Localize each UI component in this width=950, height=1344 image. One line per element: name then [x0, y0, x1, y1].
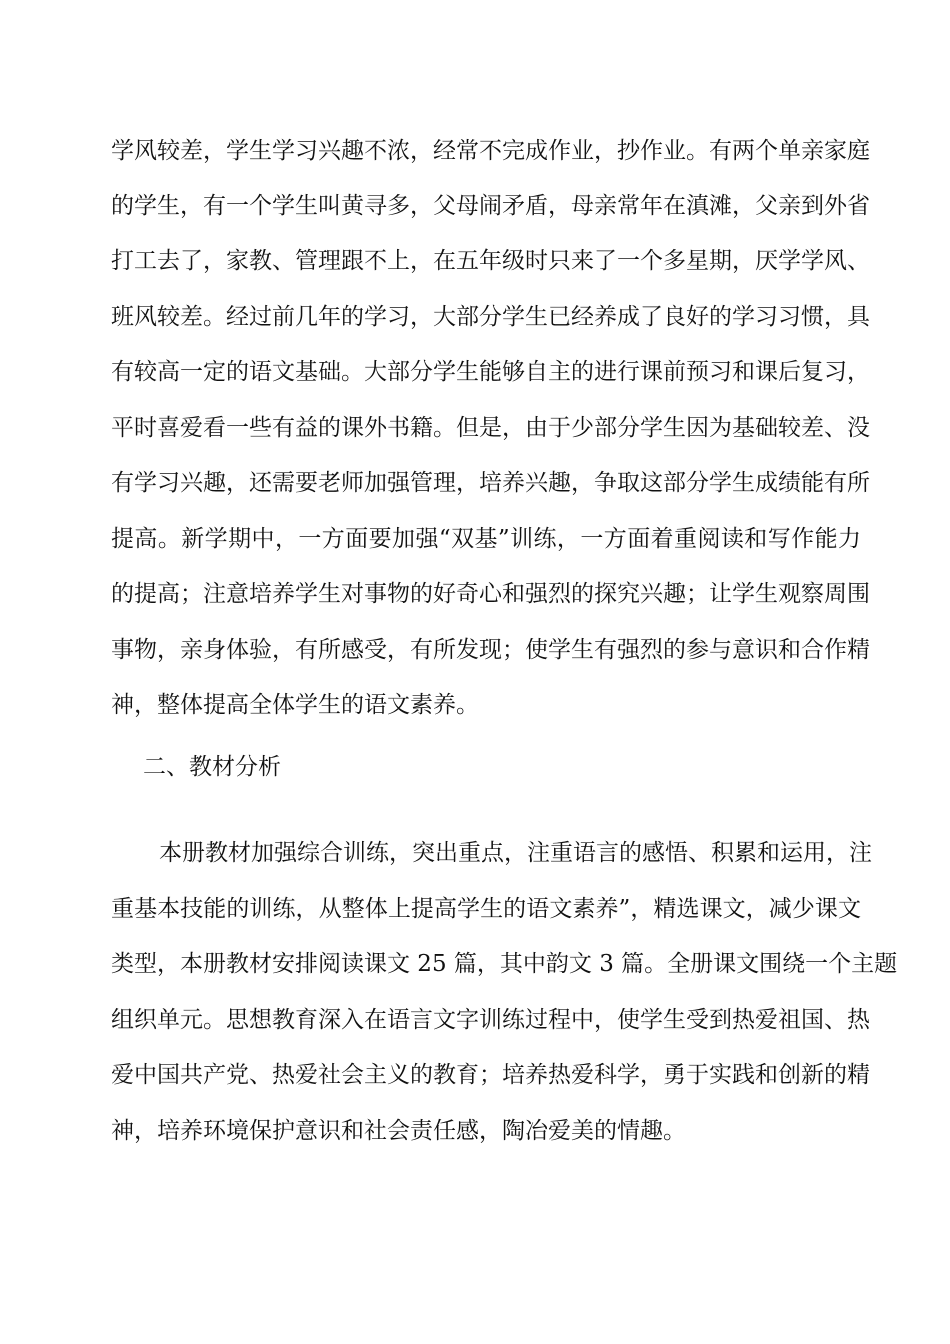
paragraph-1-line-1: 学风较差，学生学习兴趣不浓，经常不完成作业，抄作业。有两个单亲家庭	[111, 138, 870, 164]
paragraph-1-line-9: 的提高；注意培养学生对事物的好奇心和强烈的探究兴趣；让学生观察周围	[111, 581, 870, 607]
paragraph-2-line-2: 重基本技能的训练，从整体上提高学生的语文素养”，精选课文，减少课文	[111, 896, 861, 922]
paragraph-1-line-8: 提高。新学期中，一方面要加强“双基”训练，一方面着重阅读和写作能力	[111, 526, 861, 552]
paragraph-1-line-10: 事物，亲身体验，有所感受，有所发现；使学生有强烈的参与意识和合作精	[111, 637, 870, 663]
paragraph-2-line-4: 组织单元。思想教育深入在语言文字训练过程中，使学生受到热爱祖国、热	[111, 1007, 870, 1033]
section-heading: 二、教材分析	[143, 754, 281, 780]
paragraph-1-line-2: 的学生，有一个学生叫黄寻多，父母闹矛盾，母亲常年在滇滩，父亲到外省	[111, 193, 870, 219]
paragraph-1-line-6: 平时喜爱看一些有益的课外书籍。但是，由于少部分学生因为基础较差、没	[111, 415, 870, 441]
paragraph-1-line-11: 神，整体提高全体学生的语文素养。	[111, 692, 479, 718]
paragraph-1-line-5: 有较高一定的语文基础。大部分学生能够自主的进行课前预习和课后复习，	[111, 359, 870, 385]
paragraph-1-line-7: 有学习兴趣，还需要老师加强管理，培养兴趣，争取这部分学生成绩能有所	[111, 470, 870, 496]
paragraph-1-line-3: 打工去了，家教、管理跟不上，在五年级时只来了一个多星期，厌学学风、	[111, 248, 870, 274]
paragraph-2-line-5: 爱中国共产党、热爱社会主义的教育；培养热爱科学，勇于实践和创新的精	[111, 1062, 870, 1088]
paragraph-2-line-3: 类型，本册教材安排阅读课文 25 篇，其中韵文 3 篇。全册课文围绕一个主题	[111, 951, 898, 977]
paragraph-2-line-6: 神，培养环境保护意识和社会责任感，陶冶爱美的情趣。	[111, 1118, 686, 1144]
paragraph-1-line-4: 班风较差。经过前几年的学习，大部分学生已经养成了良好的学习习惯，具	[111, 304, 870, 330]
paragraph-2-line-1: 本册教材加强综合训练，突出重点，注重语言的感悟、积累和运用，注	[159, 840, 872, 866]
